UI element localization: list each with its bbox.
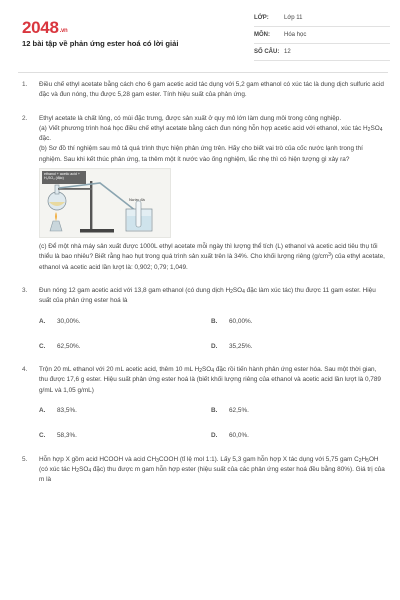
- logo-text: 2048: [22, 18, 59, 37]
- experiment-diagram: [39, 168, 171, 238]
- document-meta-table: [254, 10, 390, 61]
- option-a[interactable]: A. 83,5%.: [39, 407, 77, 415]
- meta-key: LỚP:: [254, 15, 269, 21]
- question-part-c: (c) Để một nhà máy sản xuất được 1000L ethyl acetate mỗi ngày thì lượng thể tích (L) ethanol và acetic acid tiêu thụ tối thiểu là bao nhiêu? Biết rằng hao hụt trong quá trình sản xuất trên là 34%. Cho khối lượng riêng $(g/cm^3)$ của ethyl acetate, ethanol và acetic acid lần lượt là: 0,902; 0,79; 1,049.: [39, 243, 385, 271]
- question-4: [22, 365, 386, 441]
- question-number: 1.: [22, 81, 28, 88]
- answer-options: [39, 317, 386, 353]
- question-body: [39, 365, 386, 441]
- question-list: [22, 80, 386, 499]
- page-title: 12 bài tập về phản ứng ester hoá có lời giải: [22, 39, 179, 48]
- meta-value: 12: [284, 49, 291, 55]
- question-number: 2.: [22, 114, 28, 122]
- option-b[interactable]: B. 60,00%.: [211, 317, 253, 325]
- ice-label: Nước đá: [129, 197, 145, 203]
- option-d[interactable]: D. 60,0%.: [211, 432, 249, 440]
- option-d[interactable]: D. 35,25%.: [211, 342, 253, 350]
- meta-value: Lớp 11: [284, 15, 303, 21]
- meta-key: MÔN:: [254, 32, 270, 38]
- logo-suffix: .vn: [59, 28, 68, 34]
- meta-row-count: [254, 44, 390, 61]
- answer-options: [39, 406, 386, 442]
- question-text: Trộn 20 mL ethanol với 20 mL acetic acid, thêm 10 mL $H_2SO_4$ đặc rồi tiến hành phản ứng ester hóa. Sau một thời gian, thu được 17,6 g ester. Hiệu suất phản ứng ester hoá là (biết khối lượng riêng của ethanol và acetic acid lần lượt là 0,789 g/mL và 1,05 g/mL): [39, 366, 381, 394]
- flask-label: ethanol + acetic acid + H₂SO₄ (đặc): [44, 172, 80, 181]
- question-text: Hỗn hợp X gồm acid HCOOH và acid $CH_3COOH$ (tỉ lệ mol 1:1). Lấy 5,3 gam hỗn hợp X tác dụng với 5,75 gam $C_2H_5OH$ (có xúc tác $H_2SO_4$ đặc) thu được m gam hỗn hợp ester (hiệu suất của các phản ứng ester hoá đều bằng 80%). Giá trị của m là: [39, 455, 385, 484]
- question-number: 5.: [22, 455, 28, 463]
- question-text: Điều chế ethyl acetate bằng cách cho 6 gam acetic acid tác dụng với 5,2 gam ethanol có xúc tác là dung dịch sulfuric acid đặc và đun nóng, thu được 5,28 gam ester. Tính hiệu suất của phản ứng.: [39, 81, 384, 99]
- option-b[interactable]: B. 62,5%.: [211, 407, 249, 415]
- option-c[interactable]: C. 62,50%.: [39, 342, 81, 350]
- site-logo[interactable]: [22, 18, 67, 38]
- question-paragraph: Ethyl acetate là chất lỏng, có mùi đặc trưng, được sản xuất ở quy mô lớn làm dung môi trong công nghiệp.: [39, 114, 342, 122]
- meta-row-grade: [254, 10, 390, 27]
- question-body: [39, 286, 386, 352]
- meta-value: Hóa học: [284, 32, 307, 38]
- question-1: [22, 80, 386, 101]
- question-3: [22, 286, 386, 352]
- question-body: [39, 114, 386, 273]
- option-c[interactable]: C. 58,3%.: [39, 432, 77, 440]
- question-number: 4.: [22, 366, 28, 374]
- meta-key: SỐ CÂU:: [254, 49, 280, 55]
- meta-row-subject: [254, 27, 390, 44]
- question-2: [22, 114, 386, 273]
- header-divider: [18, 72, 388, 73]
- question-5: [22, 455, 386, 486]
- question-part-a: (a) Viết phương trình hoá học điều chế ethyl acetate bằng cách đun nóng hỗn hợp acetic acid với ethanol, xúc tác $H_2SO_4$ đặc.: [39, 124, 383, 143]
- question-number: 3.: [22, 286, 28, 294]
- question-part-b: (b) Sơ đồ thí nghiệm sau mô tả quá trình thực hiện phản ứng trên. Hãy cho biết vai trò của cốc nước lạnh trong thí nghiệm. Sau khi kết thúc phản ứng, ta thêm một ít nước vào ống nghiệm, lắc nhẹ thì có hiện tượng gì xảy ra?: [39, 145, 363, 163]
- option-a[interactable]: A. 30,00%.: [39, 317, 81, 325]
- question-text: Đun nóng 12 gam acetic acid với 13,8 gam ethanol (có dung dịch $H_2SO_4$ đặc làm xúc tác) thu được 11 gam ester. Hiệu suất của phản ứng ester hoá là: [39, 286, 376, 305]
